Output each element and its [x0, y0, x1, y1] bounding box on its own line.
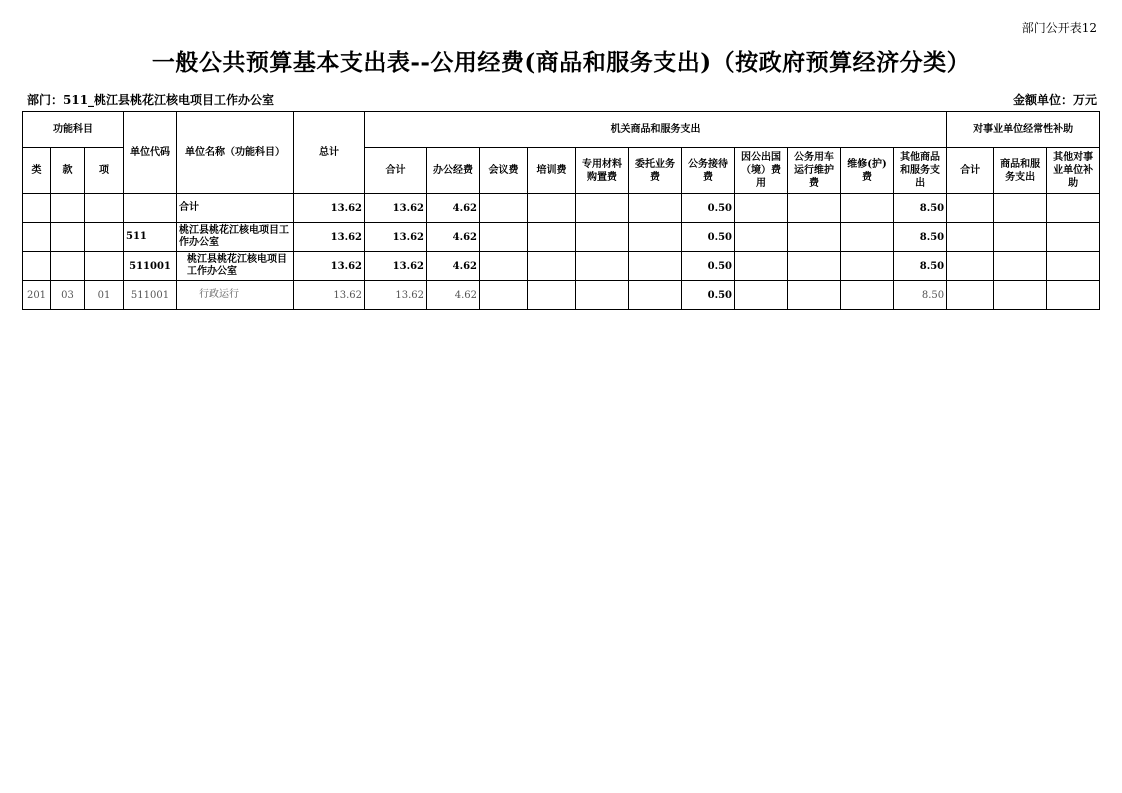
cell-training-expense	[528, 223, 576, 252]
header-materials-purchase: 专用材料购置费	[576, 148, 629, 194]
cell-entrusted-business	[629, 252, 682, 281]
cell-meeting-expense	[480, 223, 528, 252]
cell-subsidy-other	[1047, 223, 1100, 252]
header-subsidy: 对事业单位经常性补助	[947, 112, 1100, 148]
cell-other-goods-services: 8.50	[894, 281, 947, 310]
header-subsidy-goods: 商品和服务支出	[994, 148, 1047, 194]
cell-materials-purchase	[576, 223, 629, 252]
department-label: 部门：511_桃江县桃花江核电项目工作办公室	[27, 93, 275, 107]
form-number: 部门公开表12	[1021, 21, 1097, 35]
cell-kuan: 03	[51, 281, 85, 310]
header-lei: 类	[23, 148, 51, 194]
header-unit-name: 单位名称（功能科目）	[177, 112, 294, 194]
cell-unit-name: 桃江县桃花江核电项目工作办公室	[177, 252, 294, 281]
cell-other-goods-services: 8.50	[894, 252, 947, 281]
cell-unit-name: 桃江县桃花江核电项目工作办公室	[177, 223, 294, 252]
header-official-reception: 公务接待费	[682, 148, 735, 194]
header-xiang: 项	[85, 148, 124, 194]
header-meeting-expense: 会议费	[480, 148, 528, 194]
cell-total: 13.62	[294, 223, 365, 252]
cell-entrusted-business	[629, 223, 682, 252]
cell-meeting-expense	[480, 252, 528, 281]
cell-xiang: 01	[85, 281, 124, 310]
header-function-subject: 功能科目	[23, 112, 124, 148]
cell-materials-purchase	[576, 281, 629, 310]
cell-subsidy-sum	[947, 281, 994, 310]
cell-materials-purchase	[576, 252, 629, 281]
cell-training-expense	[528, 252, 576, 281]
cell-vehicle-maintenance	[788, 194, 841, 223]
cell-total: 13.62	[294, 281, 365, 310]
cell-abroad-expense	[735, 223, 788, 252]
cell-other-goods-services: 8.50	[894, 223, 947, 252]
cell-unit-code: 511	[124, 223, 177, 252]
header-kuan: 款	[51, 148, 85, 194]
cell-subsidy-goods	[994, 223, 1047, 252]
cell-repair-expense	[841, 252, 894, 281]
header-repair-expense: 维修(护)费	[841, 148, 894, 194]
header-subsidy-sum: 合计	[947, 148, 994, 194]
header-unit-code: 单位代码	[124, 112, 177, 194]
cell-training-expense	[528, 281, 576, 310]
cell-unit-name: 行政运行	[177, 281, 294, 310]
header-training-expense: 培训费	[528, 148, 576, 194]
header-office-expense: 办公经费	[427, 148, 480, 194]
cell-subsidy-goods	[994, 281, 1047, 310]
cell-unit-name: 合计	[177, 194, 294, 223]
cell-abroad-expense	[735, 281, 788, 310]
cell-kuan	[51, 223, 85, 252]
cell-repair-expense	[841, 194, 894, 223]
cell-training-expense	[528, 194, 576, 223]
cell-meeting-expense	[480, 281, 528, 310]
header-entrusted-business: 委托业务费	[629, 148, 682, 194]
cell-kuan	[51, 194, 85, 223]
header-subsidy-other: 其他对事业单位补助	[1047, 148, 1100, 194]
cell-xiang	[85, 252, 124, 281]
cell-lei	[23, 194, 51, 223]
header-sum: 合计	[365, 148, 427, 194]
cell-office-expense: 4.62	[427, 252, 480, 281]
cell-subsidy-sum	[947, 223, 994, 252]
cell-unit-code	[124, 194, 177, 223]
cell-lei: 201	[23, 281, 51, 310]
cell-official-reception: 0.50	[682, 223, 735, 252]
cell-official-reception: 0.50	[682, 281, 735, 310]
cell-office-expense: 4.62	[427, 194, 480, 223]
cell-total: 13.62	[294, 194, 365, 223]
cell-entrusted-business	[629, 281, 682, 310]
cell-subsidy-other	[1047, 252, 1100, 281]
cell-repair-expense	[841, 281, 894, 310]
cell-official-reception: 0.50	[682, 252, 735, 281]
cell-entrusted-business	[629, 194, 682, 223]
cell-subsidy-goods	[994, 194, 1047, 223]
header-vehicle-maintenance: 公务用车运行维护费	[788, 148, 841, 194]
cell-kuan	[51, 252, 85, 281]
cell-other-goods-services: 8.50	[894, 194, 947, 223]
cell-repair-expense	[841, 223, 894, 252]
cell-official-reception: 0.50	[682, 194, 735, 223]
cell-lei	[23, 252, 51, 281]
header-total: 总计	[294, 112, 365, 194]
amount-unit-label: 金额单位：万元	[1012, 93, 1097, 107]
cell-materials-purchase	[576, 194, 629, 223]
cell-vehicle-maintenance	[788, 223, 841, 252]
cell-subsidy-goods	[994, 252, 1047, 281]
cell-abroad-expense	[735, 194, 788, 223]
cell-unit-code: 511001	[124, 252, 177, 281]
cell-unit-code: 511001	[124, 281, 177, 310]
cell-office-expense: 4.62	[427, 223, 480, 252]
cell-vehicle-maintenance	[788, 252, 841, 281]
page-title: 一般公共预算基本支出表--公用经费(商品和服务支出)（按政府预算经济分类）	[151, 49, 971, 76]
cell-subsidy-sum	[947, 194, 994, 223]
cell-sum: 13.62	[365, 252, 427, 281]
header-other-goods-services: 其他商品和服务支出	[894, 148, 947, 194]
cell-sum: 13.62	[365, 223, 427, 252]
cell-abroad-expense	[735, 252, 788, 281]
cell-meeting-expense	[480, 194, 528, 223]
header-abroad-expense: 因公出国（境）费用	[735, 148, 788, 194]
cell-subsidy-sum	[947, 252, 994, 281]
cell-vehicle-maintenance	[788, 281, 841, 310]
table-row	[23, 223, 1100, 252]
cell-sum: 13.62	[365, 194, 427, 223]
header-org-goods-services: 机关商品和服务支出	[365, 112, 947, 148]
cell-subsidy-other	[1047, 281, 1100, 310]
cell-xiang	[85, 223, 124, 252]
table-row	[23, 281, 1100, 310]
cell-sum: 13.62	[365, 281, 427, 310]
table-row	[23, 252, 1100, 281]
cell-subsidy-other	[1047, 194, 1100, 223]
cell-office-expense: 4.62	[427, 281, 480, 310]
table-row	[23, 194, 1100, 223]
cell-lei	[23, 223, 51, 252]
budget-table	[22, 111, 1100, 310]
cell-xiang	[85, 194, 124, 223]
cell-total: 13.62	[294, 252, 365, 281]
